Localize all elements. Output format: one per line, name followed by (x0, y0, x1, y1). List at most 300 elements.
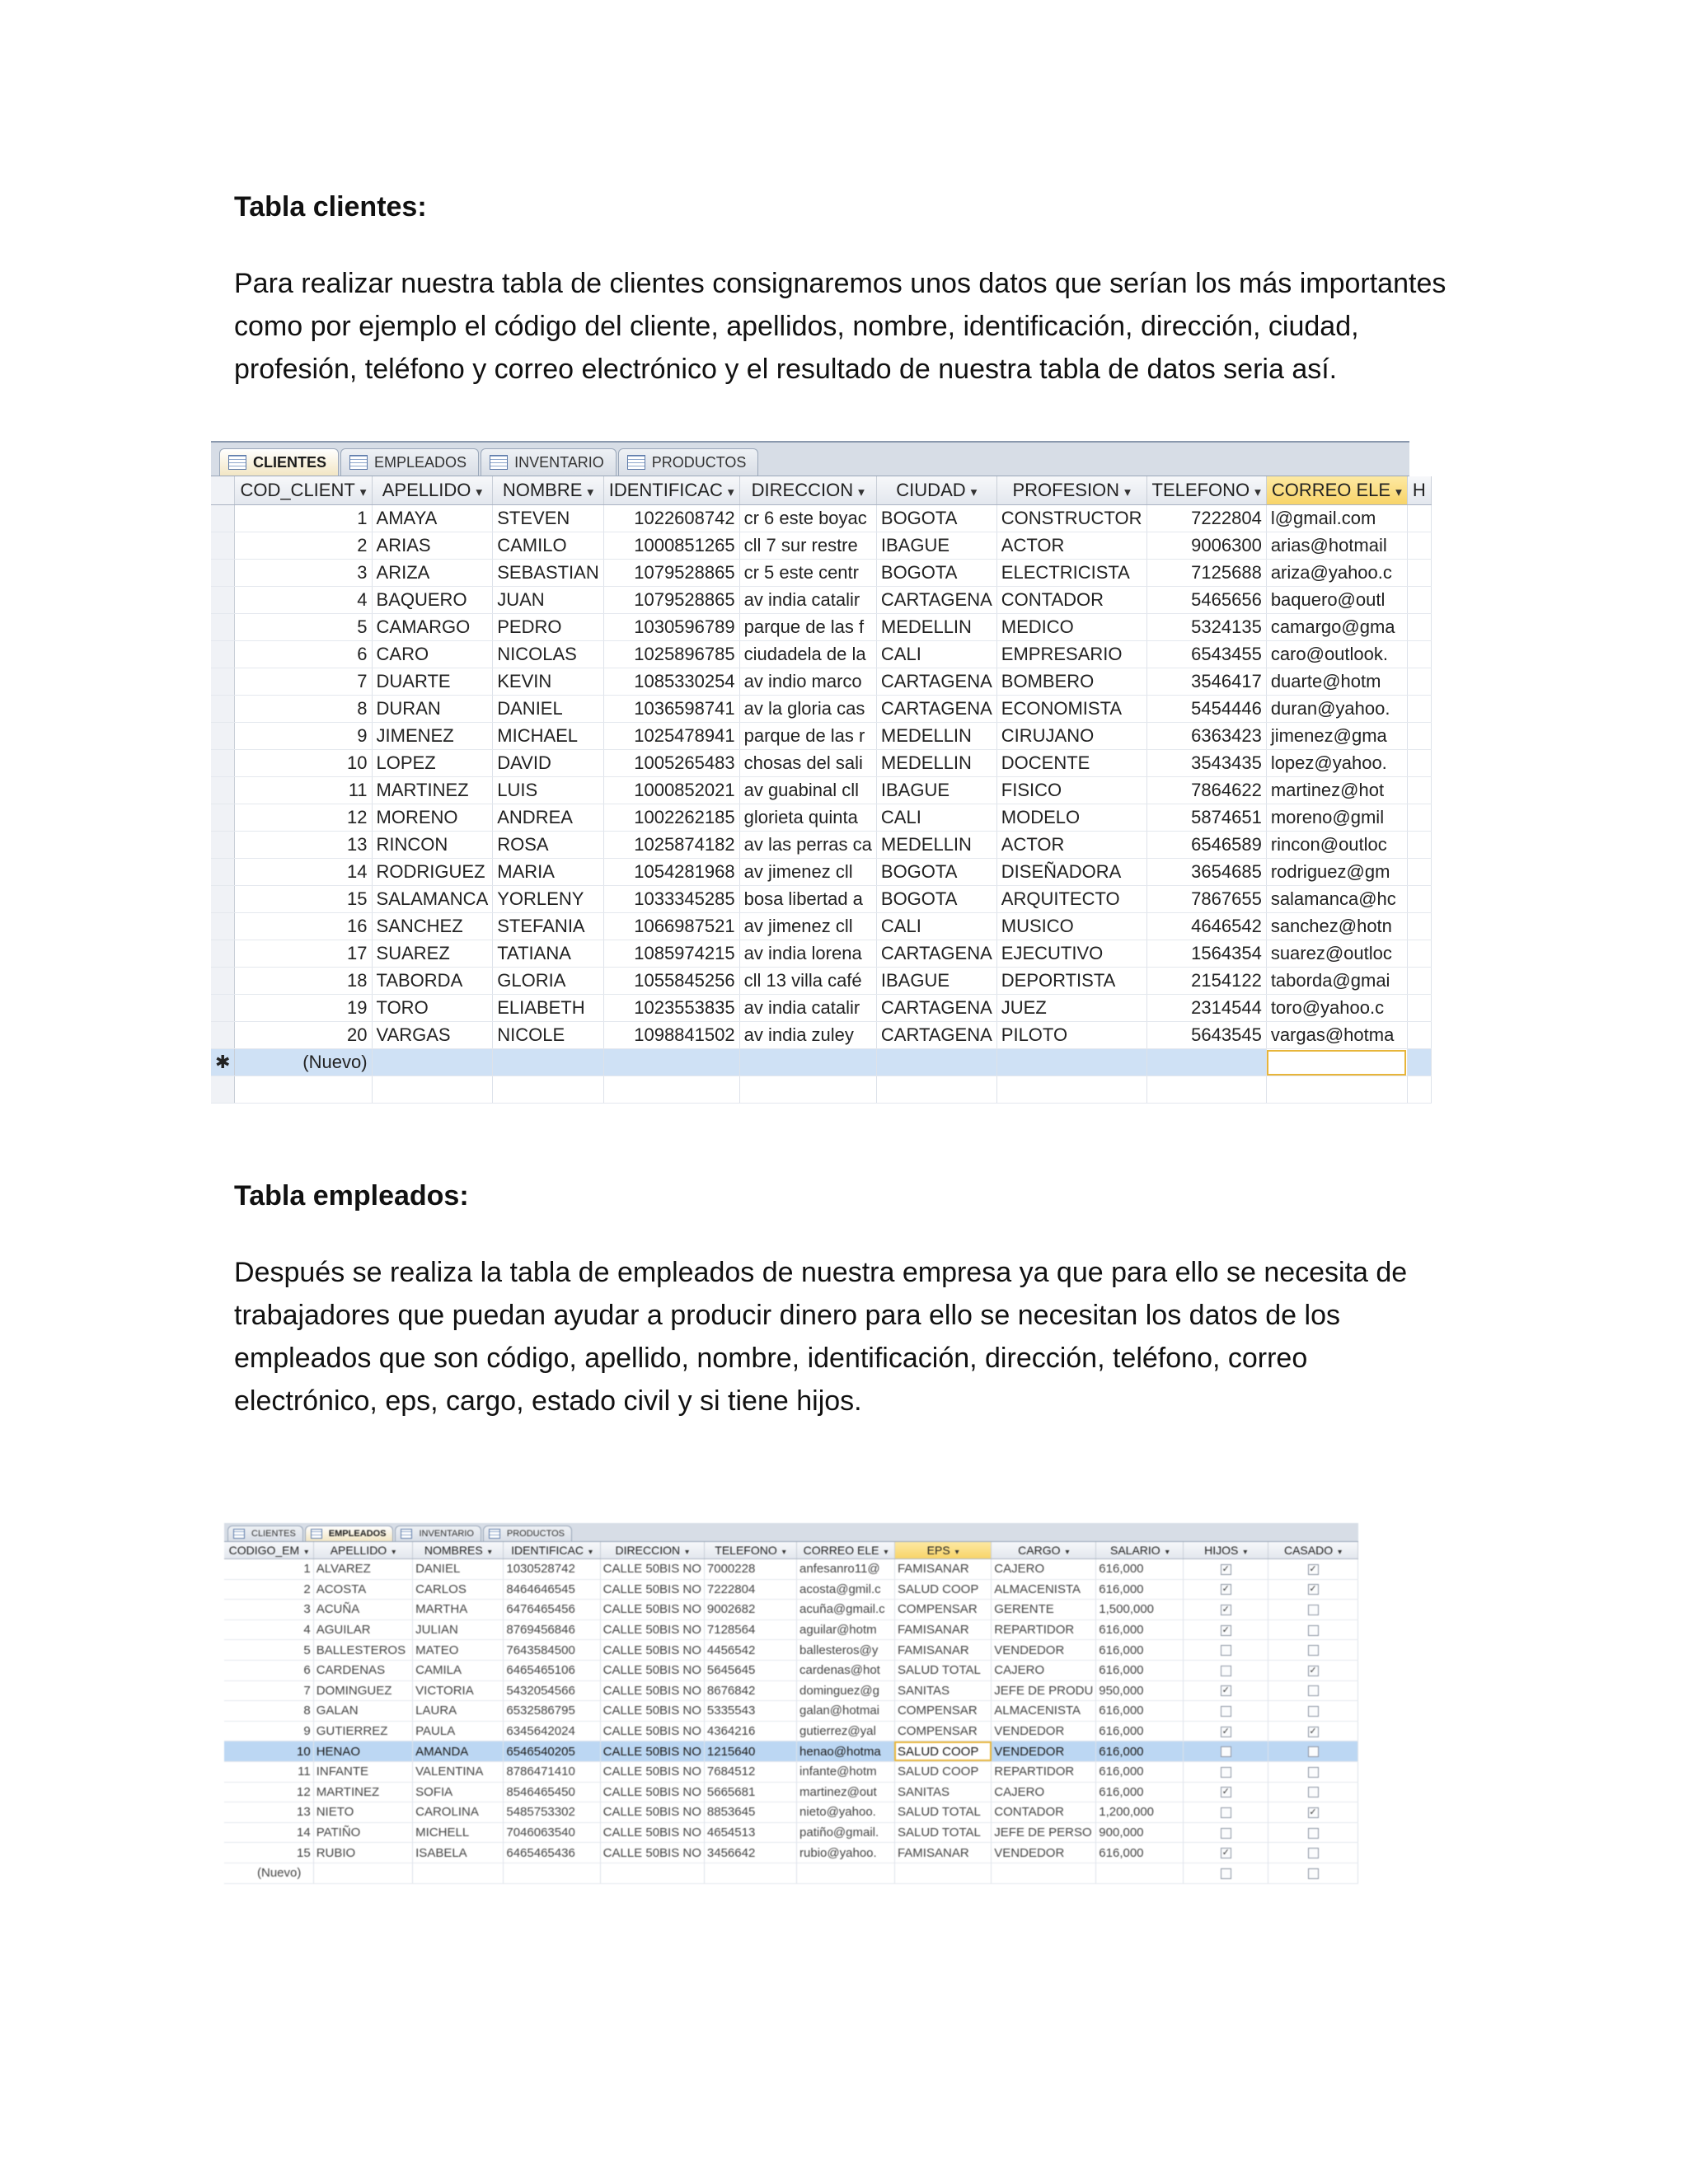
casado-cell[interactable] (1268, 1822, 1358, 1843)
table-cell[interactable]: aguilar@hotm (797, 1619, 895, 1640)
table-cell[interactable]: ALMACENISTA (992, 1701, 1096, 1722)
hijos-cell[interactable] (1184, 1559, 1268, 1580)
table-cell[interactable]: CAMILO (493, 532, 603, 560)
table-cell[interactable] (504, 1863, 600, 1883)
checkbox[interactable] (1308, 1868, 1319, 1879)
table-cell[interactable]: ARQUITECTO (996, 886, 1146, 913)
table-cell[interactable]: 3654685 (1146, 859, 1266, 886)
checkbox[interactable] (1308, 1645, 1319, 1656)
column-header[interactable] (313, 1542, 412, 1559)
table-cell[interactable]: AMAYA (372, 505, 493, 532)
table-cell[interactable]: MEDELLIN (876, 832, 996, 859)
table-cell[interactable]: 8464646545 (504, 1579, 600, 1600)
table-cell[interactable]: AMANDA (413, 1741, 504, 1762)
checkbox[interactable]: ✓ (1221, 1787, 1230, 1797)
tab-inventario[interactable] (395, 1526, 481, 1541)
table-cell[interactable]: 18 (235, 968, 372, 995)
table-cell[interactable]: JUAN (493, 587, 603, 614)
casado-cell[interactable] (1268, 1843, 1358, 1863)
checkbox[interactable] (1221, 1666, 1231, 1676)
table-row[interactable] (211, 560, 1431, 587)
table-cell[interactable]: acuña@gmail.c (797, 1600, 895, 1620)
table-cell[interactable]: 9002682 (704, 1600, 796, 1620)
table-cell[interactable]: RUBIO (313, 1843, 412, 1863)
column-header[interactable] (504, 1542, 600, 1559)
hijos-cell[interactable] (1184, 1843, 1268, 1863)
table-cell[interactable]: 4646542 (1146, 913, 1266, 940)
table-cell[interactable]: 4456542 (704, 1640, 796, 1661)
table-cell[interactable]: CAJERO (992, 1782, 1096, 1802)
table-row[interactable] (224, 1680, 1358, 1701)
table-cell[interactable]: dominguez@g (797, 1680, 895, 1701)
table-cell[interactable]: 6 (224, 1660, 313, 1680)
table-cell[interactable]: 6532586795 (504, 1701, 600, 1722)
checkbox[interactable]: ✓ (1221, 1685, 1230, 1696)
column-header[interactable] (894, 1542, 991, 1559)
checkbox[interactable] (1308, 1685, 1319, 1696)
checkbox[interactable]: ✓ (1221, 1848, 1230, 1858)
table-cell[interactable]: CARTAGENA (876, 696, 996, 723)
table-cell[interactable]: ciudadela de la (739, 641, 876, 668)
table-cell[interactable]: ACUÑA (313, 1600, 412, 1620)
casado-cell[interactable] (1268, 1701, 1358, 1722)
row-selector[interactable] (211, 995, 235, 1022)
table-cell[interactable]: CALLE 50BIS NO (600, 1721, 704, 1741)
table-cell[interactable]: 7046063540 (504, 1822, 600, 1843)
table-cell[interactable]: VENDEDOR (992, 1741, 1096, 1762)
table-cell[interactable]: SALUD COOP (894, 1761, 991, 1782)
table-cell[interactable]: glorieta quinta (739, 804, 876, 832)
table-cell[interactable]: EMPRESARIO (996, 641, 1146, 668)
table-cell[interactable]: 616,000 (1096, 1761, 1184, 1782)
table-cell[interactable]: MARIA (493, 859, 603, 886)
tab-productos[interactable] (483, 1526, 572, 1541)
hijos-cell[interactable] (1184, 1802, 1268, 1823)
table-cell[interactable]: 1,200,000 (1096, 1802, 1184, 1823)
table-cell[interactable]: 5335543 (704, 1701, 796, 1722)
table-cell[interactable]: STEVEN (493, 505, 603, 532)
table-cell[interactable]: CALLE 50BIS NO (600, 1600, 704, 1620)
table-cell[interactable]: CALLE 50BIS NO (600, 1579, 704, 1600)
table-cell[interactable]: 7864622 (1146, 777, 1266, 804)
table-cell[interactable] (1407, 532, 1431, 560)
row-selector[interactable] (211, 641, 235, 668)
table-cell[interactable]: CARTAGENA (876, 995, 996, 1022)
column-header[interactable] (603, 476, 739, 505)
table-cell[interactable]: MEDELLIN (876, 750, 996, 777)
table-cell[interactable]: SANITAS (894, 1680, 991, 1701)
row-selector[interactable] (211, 750, 235, 777)
checkbox[interactable]: ✓ (1221, 1624, 1230, 1635)
hijos-cell[interactable] (1184, 1579, 1268, 1600)
table-cell[interactable] (876, 1049, 996, 1076)
table-cell[interactable]: 4654513 (704, 1822, 796, 1843)
table-cell[interactable]: 6546540205 (504, 1741, 600, 1762)
casado-cell[interactable] (1268, 1559, 1358, 1580)
table-row[interactable] (224, 1741, 1358, 1762)
table-row[interactable] (211, 995, 1431, 1022)
table-row[interactable] (211, 532, 1431, 560)
table-cell[interactable]: 1 (235, 505, 372, 532)
table-cell[interactable]: 3456642 (704, 1843, 796, 1863)
table-cell[interactable]: TATIANA (493, 940, 603, 968)
row-selector[interactable] (211, 723, 235, 750)
table-cell[interactable]: CARTAGENA (876, 1022, 996, 1049)
checkbox[interactable] (1308, 1767, 1319, 1778)
table-cell[interactable]: 13 (224, 1802, 313, 1823)
table-cell[interactable] (1407, 614, 1431, 641)
table-cell[interactable]: JUEZ (996, 995, 1146, 1022)
checkbox[interactable] (1221, 1868, 1231, 1879)
table-cell[interactable]: 1066987521 (603, 913, 739, 940)
table-cell[interactable] (1407, 641, 1431, 668)
table-cell[interactable] (739, 1049, 876, 1076)
table-cell[interactable]: 616,000 (1096, 1721, 1184, 1741)
table-cell[interactable]: CALLE 50BIS NO (600, 1640, 704, 1661)
table-cell[interactable]: 1085330254 (603, 668, 739, 696)
column-header[interactable] (1266, 476, 1407, 505)
table-cell[interactable]: av india catalir (739, 587, 876, 614)
table-cell[interactable]: DOMINGUEZ (313, 1680, 412, 1701)
column-header[interactable] (876, 476, 996, 505)
table-cell[interactable]: STEFANIA (493, 913, 603, 940)
table-cell[interactable]: 5874651 (1146, 804, 1266, 832)
table-row[interactable] (211, 505, 1431, 532)
checkbox[interactable] (1308, 1706, 1319, 1717)
table-cell[interactable]: BOMBERO (996, 668, 1146, 696)
table-row[interactable] (224, 1701, 1358, 1722)
tab-inventario[interactable] (481, 448, 617, 476)
table-cell[interactable]: 4364216 (704, 1721, 796, 1741)
table-cell[interactable]: bosa libertad a (739, 886, 876, 913)
dropdown-arrow-icon[interactable]: ▾ (884, 1548, 889, 1557)
table-cell[interactable]: lopez@yahoo. (1266, 750, 1407, 777)
table-cell[interactable]: INFANTE (313, 1761, 412, 1782)
table-cell[interactable]: 900,000 (1096, 1822, 1184, 1843)
table-cell[interactable]: patiño@gmail. (797, 1822, 895, 1843)
table-cell[interactable]: caro@outlook. (1266, 641, 1407, 668)
table-cell[interactable]: CALLE 50BIS NO (600, 1660, 704, 1680)
table-cell[interactable]: FAMISANAR (894, 1619, 991, 1640)
table-cell[interactable]: MICHAEL (493, 723, 603, 750)
checkbox[interactable] (1308, 1828, 1319, 1839)
table-row[interactable] (211, 668, 1431, 696)
dropdown-arrow-icon[interactable]: ▾ (1065, 1548, 1070, 1557)
table-cell[interactable] (313, 1863, 412, 1883)
table-cell[interactable]: VARGAS (372, 1022, 493, 1049)
table-cell[interactable]: CARTAGENA (876, 668, 996, 696)
table-cell[interactable]: 1098841502 (603, 1022, 739, 1049)
table-cell[interactable]: 20 (235, 1022, 372, 1049)
table-cell[interactable]: 8 (224, 1701, 313, 1722)
row-selector[interactable] (211, 777, 235, 804)
table-cell[interactable]: GERENTE (992, 1600, 1096, 1620)
table-cell[interactable]: 3546417 (1146, 668, 1266, 696)
table-cell[interactable] (413, 1863, 504, 1883)
table-cell[interactable]: 7125688 (1146, 560, 1266, 587)
table-cell[interactable]: 5665681 (704, 1782, 796, 1802)
table-cell[interactable]: taborda@gmai (1266, 968, 1407, 995)
table-cell[interactable]: FISICO (996, 777, 1146, 804)
dropdown-arrow-icon[interactable]: ▾ (1124, 485, 1131, 499)
table-cell[interactable]: av india zuley (739, 1022, 876, 1049)
table-cell[interactable]: 1025478941 (603, 723, 739, 750)
table-cell[interactable]: MARTINEZ (372, 777, 493, 804)
casado-cell[interactable] (1268, 1721, 1358, 1741)
table-cell[interactable]: 3543435 (1146, 750, 1266, 777)
column-header[interactable] (1407, 476, 1431, 505)
table-cell[interactable] (1407, 777, 1431, 804)
table-cell[interactable]: ARIZA (372, 560, 493, 587)
table-cell[interactable]: 7128564 (704, 1619, 796, 1640)
table-cell[interactable]: DUARTE (372, 668, 493, 696)
table-cell[interactable]: RODRIGUEZ (372, 859, 493, 886)
table-cell[interactable]: 2314544 (1146, 995, 1266, 1022)
table-cell[interactable]: GLORIA (493, 968, 603, 995)
table-cell[interactable]: CAJERO (992, 1559, 1096, 1580)
tab-productos[interactable] (618, 448, 759, 476)
table-cell[interactable] (1407, 750, 1431, 777)
casado-cell[interactable] (1268, 1802, 1358, 1823)
table-cell[interactable]: CIRUJANO (996, 723, 1146, 750)
table-cell[interactable]: IBAGUE (876, 777, 996, 804)
table-cell[interactable]: DURAN (372, 696, 493, 723)
table-cell[interactable]: 1033345285 (603, 886, 739, 913)
dropdown-arrow-icon[interactable]: ▾ (1165, 1548, 1170, 1557)
column-header[interactable] (372, 476, 493, 505)
table-cell[interactable]: 14 (235, 859, 372, 886)
table-cell[interactable]: 6345642024 (504, 1721, 600, 1741)
table-cell[interactable]: 1 (224, 1559, 313, 1580)
table-cell[interactable] (600, 1863, 704, 1883)
table-cell[interactable]: 2 (235, 532, 372, 560)
table-cell[interactable]: DISEÑADORA (996, 859, 1146, 886)
table-cell[interactable]: BALLESTEROS (313, 1640, 412, 1661)
table-cell[interactable]: 616,000 (1096, 1640, 1184, 1661)
table-row[interactable] (211, 723, 1431, 750)
table-cell[interactable]: moreno@gmil (1266, 804, 1407, 832)
dropdown-arrow-icon[interactable]: ▾ (1338, 1548, 1343, 1557)
row-selector-header[interactable] (211, 476, 235, 505)
dropdown-arrow-icon[interactable]: ▾ (954, 1548, 959, 1557)
tab-clientes[interactable] (219, 448, 339, 476)
table-cell[interactable]: MEDELLIN (876, 723, 996, 750)
hijos-cell[interactable] (1184, 1721, 1268, 1741)
table-cell[interactable]: CALLE 50BIS NO (600, 1843, 704, 1863)
checkbox[interactable] (1308, 1746, 1319, 1757)
table-cell[interactable]: JIMENEZ (372, 723, 493, 750)
table-cell[interactable] (1407, 505, 1431, 532)
table-cell[interactable] (992, 1863, 1096, 1883)
table-cell[interactable]: sanchez@hotn (1266, 913, 1407, 940)
row-selector[interactable] (211, 913, 235, 940)
table-cell[interactable]: henao@hotma (797, 1741, 895, 1762)
table-cell[interactable]: 616,000 (1096, 1741, 1184, 1762)
checkbox[interactable] (1308, 1787, 1319, 1797)
table-row[interactable] (224, 1721, 1358, 1741)
table-cell[interactable]: cll 7 sur restre (739, 532, 876, 560)
column-header[interactable] (704, 1542, 796, 1559)
row-selector[interactable] (211, 968, 235, 995)
table-cell[interactable]: SOFIA (413, 1782, 504, 1802)
table-cell[interactable]: GALAN (313, 1701, 412, 1722)
checkbox[interactable] (1221, 1807, 1231, 1818)
table-cell[interactable]: 950,000 (1096, 1680, 1184, 1701)
table-cell[interactable]: BAQUERO (372, 587, 493, 614)
table-cell[interactable]: 9 (235, 723, 372, 750)
table-row[interactable] (211, 968, 1431, 995)
table-cell[interactable]: 616,000 (1096, 1701, 1184, 1722)
table-cell[interactable]: CALLE 50BIS NO (600, 1761, 704, 1782)
table-cell[interactable] (996, 1049, 1146, 1076)
table-cell[interactable]: ALVAREZ (313, 1559, 412, 1580)
table-cell[interactable]: 6543455 (1146, 641, 1266, 668)
row-selector[interactable] (211, 832, 235, 859)
checkbox[interactable] (1221, 1746, 1231, 1757)
checkbox[interactable] (1221, 1828, 1231, 1839)
table-row[interactable] (211, 587, 1431, 614)
table-cell[interactable]: 1079528865 (603, 560, 739, 587)
table-cell[interactable]: av la gloria cas (739, 696, 876, 723)
table-cell[interactable]: 2154122 (1146, 968, 1266, 995)
checkbox[interactable]: ✓ (1221, 1605, 1230, 1615)
row-selector[interactable] (211, 532, 235, 560)
hijos-cell[interactable] (1184, 1680, 1268, 1701)
tab-empleados[interactable] (305, 1526, 394, 1541)
table-cell[interactable]: CAROLINA (413, 1802, 504, 1823)
row-selector[interactable] (211, 505, 235, 532)
table-cell[interactable]: 17 (235, 940, 372, 968)
table-cell[interactable]: VICTORIA (413, 1680, 504, 1701)
table-cell[interactable] (1407, 1049, 1431, 1076)
table-cell[interactable]: 7 (224, 1680, 313, 1701)
dropdown-arrow-icon[interactable]: ▾ (304, 1548, 309, 1557)
row-selector[interactable] (211, 886, 235, 913)
table-cell[interactable]: ARIAS (372, 532, 493, 560)
casado-cell[interactable] (1268, 1680, 1358, 1701)
table-row[interactable] (224, 1843, 1358, 1863)
row-selector[interactable] (211, 804, 235, 832)
table-cell[interactable]: 5454446 (1146, 696, 1266, 723)
checkbox[interactable] (1221, 1706, 1231, 1717)
table-row[interactable] (211, 750, 1431, 777)
table-cell[interactable]: CONTADOR (996, 587, 1146, 614)
table-cell[interactable]: 1036598741 (603, 696, 739, 723)
table-cell[interactable]: anfesanro11@ (797, 1559, 895, 1580)
table-cell[interactable]: 8546465450 (504, 1782, 600, 1802)
table-cell[interactable]: arias@hotmail (1266, 532, 1407, 560)
table-cell[interactable]: 1000851265 (603, 532, 739, 560)
tab-clientes[interactable] (227, 1526, 303, 1541)
table-cell[interactable]: 7643584500 (504, 1640, 600, 1661)
table-cell[interactable]: 3 (224, 1600, 313, 1620)
table-cell[interactable]: 19 (235, 995, 372, 1022)
table-row[interactable] (224, 1782, 1358, 1802)
table-cell[interactable]: SALAMANCA (372, 886, 493, 913)
dropdown-arrow-icon[interactable]: ▾ (487, 1548, 492, 1557)
table-cell[interactable]: AGUILAR (313, 1619, 412, 1640)
table-cell[interactable]: CALLE 50BIS NO (600, 1559, 704, 1580)
table-cell[interactable] (1407, 832, 1431, 859)
table-cell[interactable]: nieto@yahoo. (797, 1802, 895, 1823)
table-cell[interactable]: 3 (235, 560, 372, 587)
checkbox[interactable]: ✓ (1309, 1807, 1317, 1817)
table-cell[interactable]: ballesteros@y (797, 1640, 895, 1661)
table-cell[interactable]: CARTAGENA (876, 587, 996, 614)
table-cell[interactable]: 1054281968 (603, 859, 739, 886)
table-cell[interactable]: CALLE 50BIS NO (600, 1822, 704, 1843)
dropdown-arrow-icon[interactable]: ▾ (970, 485, 978, 499)
table-cell[interactable]: SANITAS (894, 1782, 991, 1802)
table-cell[interactable]: SUAREZ (372, 940, 493, 968)
table-cell[interactable]: rincon@outloc (1266, 832, 1407, 859)
table-cell[interactable]: 11 (235, 777, 372, 804)
table-cell[interactable]: av india catalir (739, 995, 876, 1022)
table-cell[interactable]: 7222804 (1146, 505, 1266, 532)
checkbox[interactable] (1308, 1848, 1319, 1858)
table-cell[interactable]: av jimenez cll (739, 913, 876, 940)
table-cell[interactable] (1407, 940, 1431, 968)
table-cell[interactable]: 616,000 (1096, 1559, 1184, 1580)
table-cell[interactable]: cll 13 villa café (739, 968, 876, 995)
hijos-cell[interactable] (1184, 1600, 1268, 1620)
table-row[interactable] (224, 1579, 1358, 1600)
table-cell[interactable]: VENDEDOR (992, 1721, 1096, 1741)
checkbox[interactable]: ✓ (1309, 1726, 1317, 1736)
column-header[interactable] (493, 476, 603, 505)
table-cell[interactable]: duran@yahoo. (1266, 696, 1407, 723)
table-cell[interactable]: 1055845256 (603, 968, 739, 995)
table-cell[interactable] (704, 1863, 796, 1883)
table-cell[interactable]: l@gmail.com (1266, 505, 1407, 532)
table-cell[interactable]: BOGOTA (876, 560, 996, 587)
table-cell[interactable]: ACOSTA (313, 1579, 412, 1600)
casado-cell[interactable] (1268, 1640, 1358, 1661)
table-cell[interactable]: 1023553835 (603, 995, 739, 1022)
table-cell[interactable]: SALUD COOP (894, 1741, 991, 1762)
table-cell[interactable]: FAMISANAR (894, 1559, 991, 1580)
hijos-cell[interactable] (1184, 1660, 1268, 1680)
table-cell[interactable]: VENDEDOR (992, 1843, 1096, 1863)
column-header[interactable] (1184, 1542, 1268, 1559)
table-cell[interactable]: PAULA (413, 1721, 504, 1741)
table-cell[interactable]: 5645645 (704, 1660, 796, 1680)
row-selector[interactable] (211, 560, 235, 587)
table-cell[interactable]: VALENTINA (413, 1761, 504, 1782)
table-cell[interactable]: EJECUTIVO (996, 940, 1146, 968)
table-cell[interactable]: COMPENSAR (894, 1721, 991, 1741)
table-cell[interactable]: ELIABETH (493, 995, 603, 1022)
table-cell[interactable]: av jimenez cll (739, 859, 876, 886)
table-row[interactable] (224, 1640, 1358, 1661)
checkbox[interactable]: ✓ (1309, 1563, 1317, 1574)
table-cell[interactable]: CARO (372, 641, 493, 668)
table-cell[interactable]: MORENO (372, 804, 493, 832)
hijos-cell[interactable] (1184, 1701, 1268, 1722)
table-cell[interactable]: 5 (235, 614, 372, 641)
table-row[interactable] (211, 832, 1431, 859)
table-cell[interactable]: galan@hotmai (797, 1701, 895, 1722)
dropdown-arrow-icon[interactable]: ▾ (359, 485, 367, 499)
dropdown-arrow-icon[interactable]: ▾ (1395, 485, 1402, 499)
new-record-row[interactable] (211, 1049, 1431, 1076)
table-cell[interactable] (1184, 1863, 1268, 1883)
table-cell[interactable]: LOPEZ (372, 750, 493, 777)
table-cell[interactable]: ACTOR (996, 832, 1146, 859)
table-cell[interactable]: 16 (235, 913, 372, 940)
table-cell[interactable]: 6465465436 (504, 1843, 600, 1863)
table-cell[interactable]: vargas@hotma (1266, 1022, 1407, 1049)
